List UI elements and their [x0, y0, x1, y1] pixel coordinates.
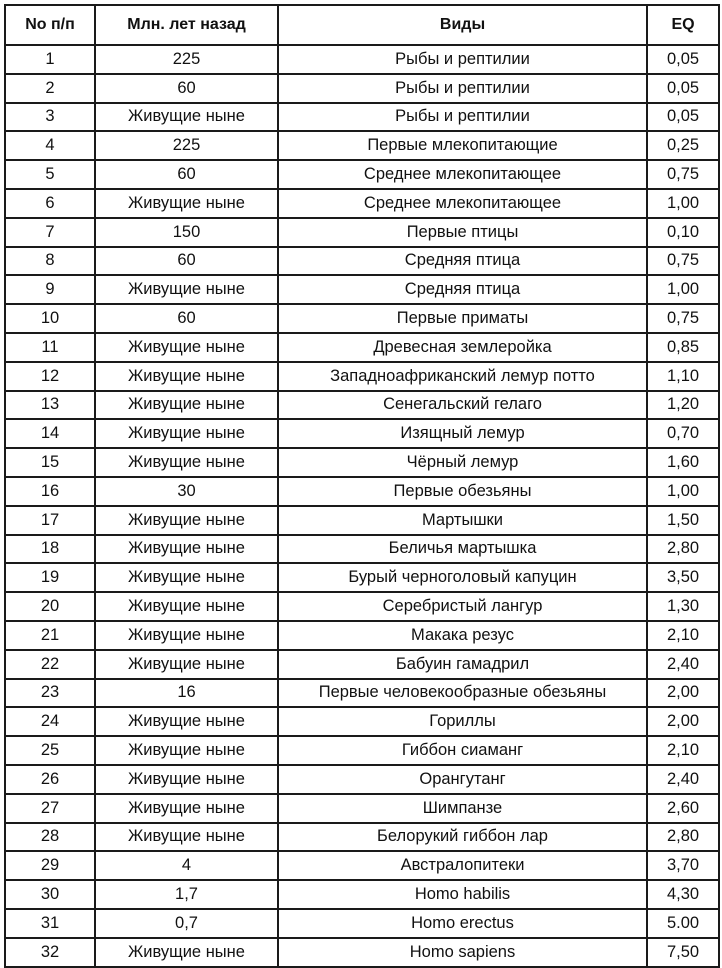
cell-number: 16 [5, 477, 95, 506]
table-row [5, 419, 719, 448]
cell-eq: 0,75 [647, 304, 719, 333]
cell-number: 23 [5, 679, 95, 708]
cell-species: Homo habilis [278, 880, 647, 909]
table-row [5, 880, 719, 909]
cell-mya: Живущие ныне [95, 391, 278, 420]
cell-number: 4 [5, 131, 95, 160]
table-row [5, 506, 719, 535]
table-row [5, 679, 719, 708]
cell-mya: 0,7 [95, 909, 278, 938]
cell-eq: 0,75 [647, 247, 719, 276]
table-row [5, 707, 719, 736]
cell-number: 32 [5, 938, 95, 967]
header-number: No п/п [5, 5, 95, 45]
eq-table [4, 4, 720, 968]
cell-mya: Живущие ныне [95, 448, 278, 477]
cell-species: Гориллы [278, 707, 647, 736]
cell-number: 21 [5, 621, 95, 650]
table-row [5, 333, 719, 362]
cell-species: Изящный лемур [278, 419, 647, 448]
cell-eq: 1,00 [647, 275, 719, 304]
cell-species: Мартышки [278, 506, 647, 535]
cell-species: Серебристый лангур [278, 592, 647, 621]
cell-mya: Живущие ныне [95, 736, 278, 765]
cell-mya: Живущие ныне [95, 563, 278, 592]
cell-species: Первые млекопитающие [278, 131, 647, 160]
cell-eq: 0,70 [647, 419, 719, 448]
cell-eq: 2,40 [647, 650, 719, 679]
table-row [5, 448, 719, 477]
cell-number: 2 [5, 74, 95, 103]
cell-eq: 0,85 [647, 333, 719, 362]
cell-mya: 16 [95, 679, 278, 708]
table-row [5, 45, 719, 74]
cell-species: Древесная землеройка [278, 333, 647, 362]
cell-number: 10 [5, 304, 95, 333]
cell-mya: Живущие ныне [95, 650, 278, 679]
cell-number: 31 [5, 909, 95, 938]
cell-eq: 7,50 [647, 938, 719, 967]
cell-number: 6 [5, 189, 95, 218]
cell-mya: Живущие ныне [95, 419, 278, 448]
cell-number: 1 [5, 45, 95, 74]
cell-number: 24 [5, 707, 95, 736]
cell-number: 15 [5, 448, 95, 477]
table-row [5, 362, 719, 391]
cell-eq: 1,20 [647, 391, 719, 420]
cell-number: 7 [5, 218, 95, 247]
cell-eq: 2,80 [647, 823, 719, 852]
cell-eq: 2,60 [647, 794, 719, 823]
cell-mya: Живущие ныне [95, 333, 278, 362]
cell-number: 28 [5, 823, 95, 852]
cell-number: 14 [5, 419, 95, 448]
table-row [5, 592, 719, 621]
cell-eq: 1,00 [647, 189, 719, 218]
cell-mya: Живущие ныне [95, 535, 278, 564]
cell-mya: Живущие ныне [95, 794, 278, 823]
cell-species: Макака резус [278, 621, 647, 650]
cell-eq: 2,80 [647, 535, 719, 564]
cell-species: Австралопитеки [278, 851, 647, 880]
cell-number: 12 [5, 362, 95, 391]
cell-eq: 0,10 [647, 218, 719, 247]
cell-number: 9 [5, 275, 95, 304]
table-body [5, 45, 719, 967]
cell-eq: 1,50 [647, 506, 719, 535]
cell-eq: 0,05 [647, 45, 719, 74]
table-row [5, 909, 719, 938]
cell-mya: Живущие ныне [95, 103, 278, 132]
cell-mya: 60 [95, 160, 278, 189]
table-row [5, 736, 719, 765]
cell-mya: 225 [95, 131, 278, 160]
table-row [5, 189, 719, 218]
cell-number: 29 [5, 851, 95, 880]
cell-eq: 0,05 [647, 103, 719, 132]
cell-mya: Живущие ныне [95, 506, 278, 535]
cell-eq: 0,75 [647, 160, 719, 189]
cell-species: Рыбы и рептилии [278, 74, 647, 103]
cell-mya: 150 [95, 218, 278, 247]
cell-species: Рыбы и рептилии [278, 45, 647, 74]
cell-species: Средняя птица [278, 247, 647, 276]
header-species: Виды [278, 5, 647, 45]
cell-species: Среднее млекопитающее [278, 160, 647, 189]
header-eq: EQ [647, 5, 719, 45]
cell-eq: 2,00 [647, 707, 719, 736]
cell-species: Среднее млекопитающее [278, 189, 647, 218]
cell-eq: 1,60 [647, 448, 719, 477]
cell-eq: 2,10 [647, 736, 719, 765]
cell-mya: Живущие ныне [95, 362, 278, 391]
table-row [5, 477, 719, 506]
cell-eq: 1,10 [647, 362, 719, 391]
cell-number: 8 [5, 247, 95, 276]
table-row [5, 218, 719, 247]
cell-number: 22 [5, 650, 95, 679]
cell-eq: 0,05 [647, 74, 719, 103]
cell-mya: 225 [95, 45, 278, 74]
cell-species: Первые птицы [278, 218, 647, 247]
cell-eq: 2,10 [647, 621, 719, 650]
cell-eq: 2,40 [647, 765, 719, 794]
cell-mya: 1,7 [95, 880, 278, 909]
cell-eq: 0,25 [647, 131, 719, 160]
cell-species: Средняя птица [278, 275, 647, 304]
cell-number: 13 [5, 391, 95, 420]
cell-eq: 1,00 [647, 477, 719, 506]
cell-number: 30 [5, 880, 95, 909]
table-row [5, 765, 719, 794]
cell-mya: 60 [95, 247, 278, 276]
table-row [5, 621, 719, 650]
cell-number: 20 [5, 592, 95, 621]
table-row [5, 391, 719, 420]
cell-mya: 4 [95, 851, 278, 880]
cell-species: Чёрный лемур [278, 448, 647, 477]
cell-mya: 60 [95, 74, 278, 103]
table-row [5, 938, 719, 967]
table-row [5, 131, 719, 160]
cell-species: Бабуин гамадрил [278, 650, 647, 679]
table-row [5, 535, 719, 564]
header-row [5, 5, 719, 45]
cell-species: Орангутанг [278, 765, 647, 794]
table-row [5, 823, 719, 852]
cell-number: 17 [5, 506, 95, 535]
table-row [5, 304, 719, 333]
cell-eq: 2,00 [647, 679, 719, 708]
cell-number: 5 [5, 160, 95, 189]
table-row [5, 794, 719, 823]
cell-number: 3 [5, 103, 95, 132]
cell-number: 18 [5, 535, 95, 564]
cell-species: Сенегальский гелаго [278, 391, 647, 420]
cell-mya: Живущие ныне [95, 765, 278, 794]
cell-mya: Живущие ныне [95, 621, 278, 650]
cell-species: Первые приматы [278, 304, 647, 333]
cell-species: Бурый черноголовый капуцин [278, 563, 647, 592]
cell-number: 11 [5, 333, 95, 362]
cell-species: Беличья мартышка [278, 535, 647, 564]
cell-species: Белорукий гиббон лар [278, 823, 647, 852]
table-row [5, 160, 719, 189]
cell-mya: Живущие ныне [95, 707, 278, 736]
cell-species: Гиббон сиаманг [278, 736, 647, 765]
cell-mya: Живущие ныне [95, 938, 278, 967]
cell-number: 27 [5, 794, 95, 823]
cell-species: Западноафриканский лемур потто [278, 362, 647, 391]
table-row [5, 563, 719, 592]
cell-species: Рыбы и рептилии [278, 103, 647, 132]
table-row [5, 851, 719, 880]
table-row [5, 275, 719, 304]
cell-mya: Живущие ныне [95, 189, 278, 218]
cell-mya: Живущие ныне [95, 823, 278, 852]
cell-eq: 3,50 [647, 563, 719, 592]
cell-species: Homo sapiens [278, 938, 647, 967]
cell-mya: Живущие ныне [95, 275, 278, 304]
table-row [5, 103, 719, 132]
table-row [5, 247, 719, 276]
cell-number: 26 [5, 765, 95, 794]
cell-mya: 60 [95, 304, 278, 333]
cell-eq: 1,30 [647, 592, 719, 621]
table-row [5, 74, 719, 103]
cell-number: 19 [5, 563, 95, 592]
cell-mya: 30 [95, 477, 278, 506]
cell-eq: 4,30 [647, 880, 719, 909]
table-row [5, 650, 719, 679]
cell-number: 25 [5, 736, 95, 765]
cell-mya: Живущие ныне [95, 592, 278, 621]
cell-species: Первые обезьяны [278, 477, 647, 506]
cell-eq: 3,70 [647, 851, 719, 880]
cell-species: Шимпанзе [278, 794, 647, 823]
cell-eq: 5.00 [647, 909, 719, 938]
cell-species: Первые человекообразные обезьяны [278, 679, 647, 708]
table-container [4, 4, 720, 968]
cell-species: Homo erectus [278, 909, 647, 938]
header-mya: Млн. лет назад [95, 5, 278, 45]
